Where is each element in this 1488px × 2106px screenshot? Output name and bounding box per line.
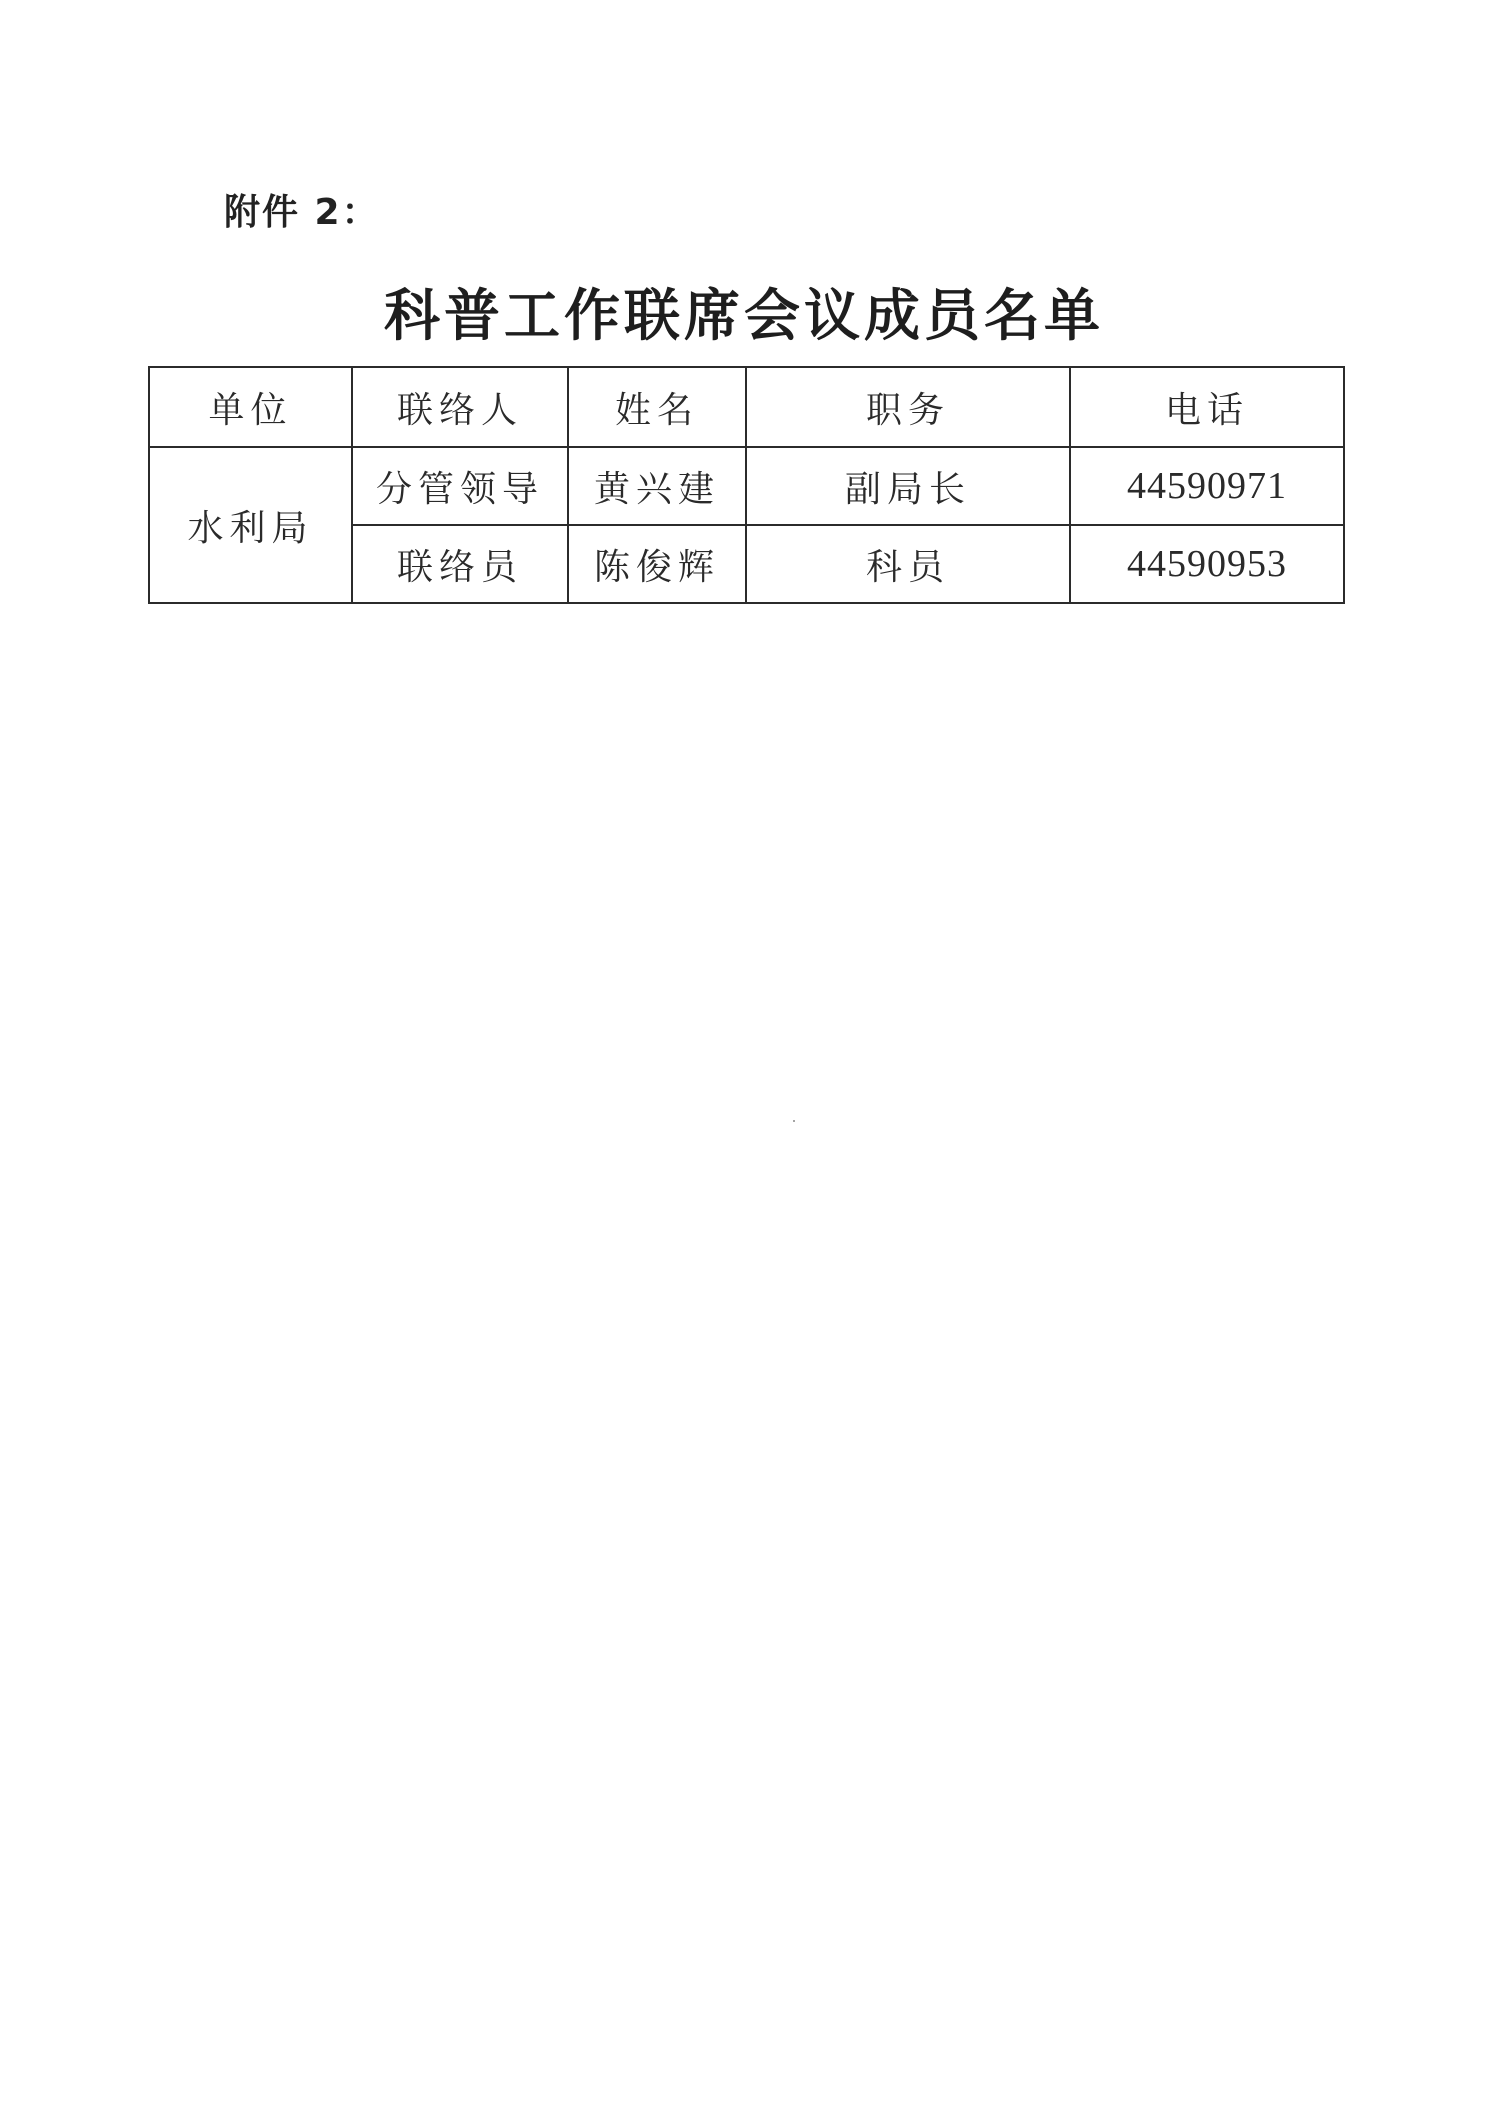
position-cell: 科员 — [746, 525, 1070, 603]
header-position: 职务 — [746, 367, 1070, 447]
header-phone: 电话 — [1070, 367, 1344, 447]
header-unit: 单位 — [149, 367, 352, 447]
name-cell: 陈俊辉 — [568, 525, 746, 603]
header-contact: 联络人 — [352, 367, 568, 447]
table-row — [149, 447, 1344, 525]
scan-speck — [793, 1120, 795, 1122]
contact-role-cell: 分管领导 — [352, 447, 568, 525]
attachment-label: 附件 2： — [224, 192, 380, 233]
header-name: 姓名 — [568, 367, 746, 447]
phone-cell: 44590971 — [1070, 447, 1344, 525]
unit-cell: 水利局 — [149, 447, 352, 603]
name-cell: 黄兴建 — [568, 447, 746, 525]
phone-cell: 44590953 — [1070, 525, 1344, 603]
document-title: 科普工作联席会议成员名单 — [384, 283, 1104, 349]
contact-role-cell: 联络员 — [352, 525, 568, 603]
table-header-row — [149, 367, 1344, 447]
position-cell: 副局长 — [746, 447, 1070, 525]
member-table — [148, 366, 1345, 604]
